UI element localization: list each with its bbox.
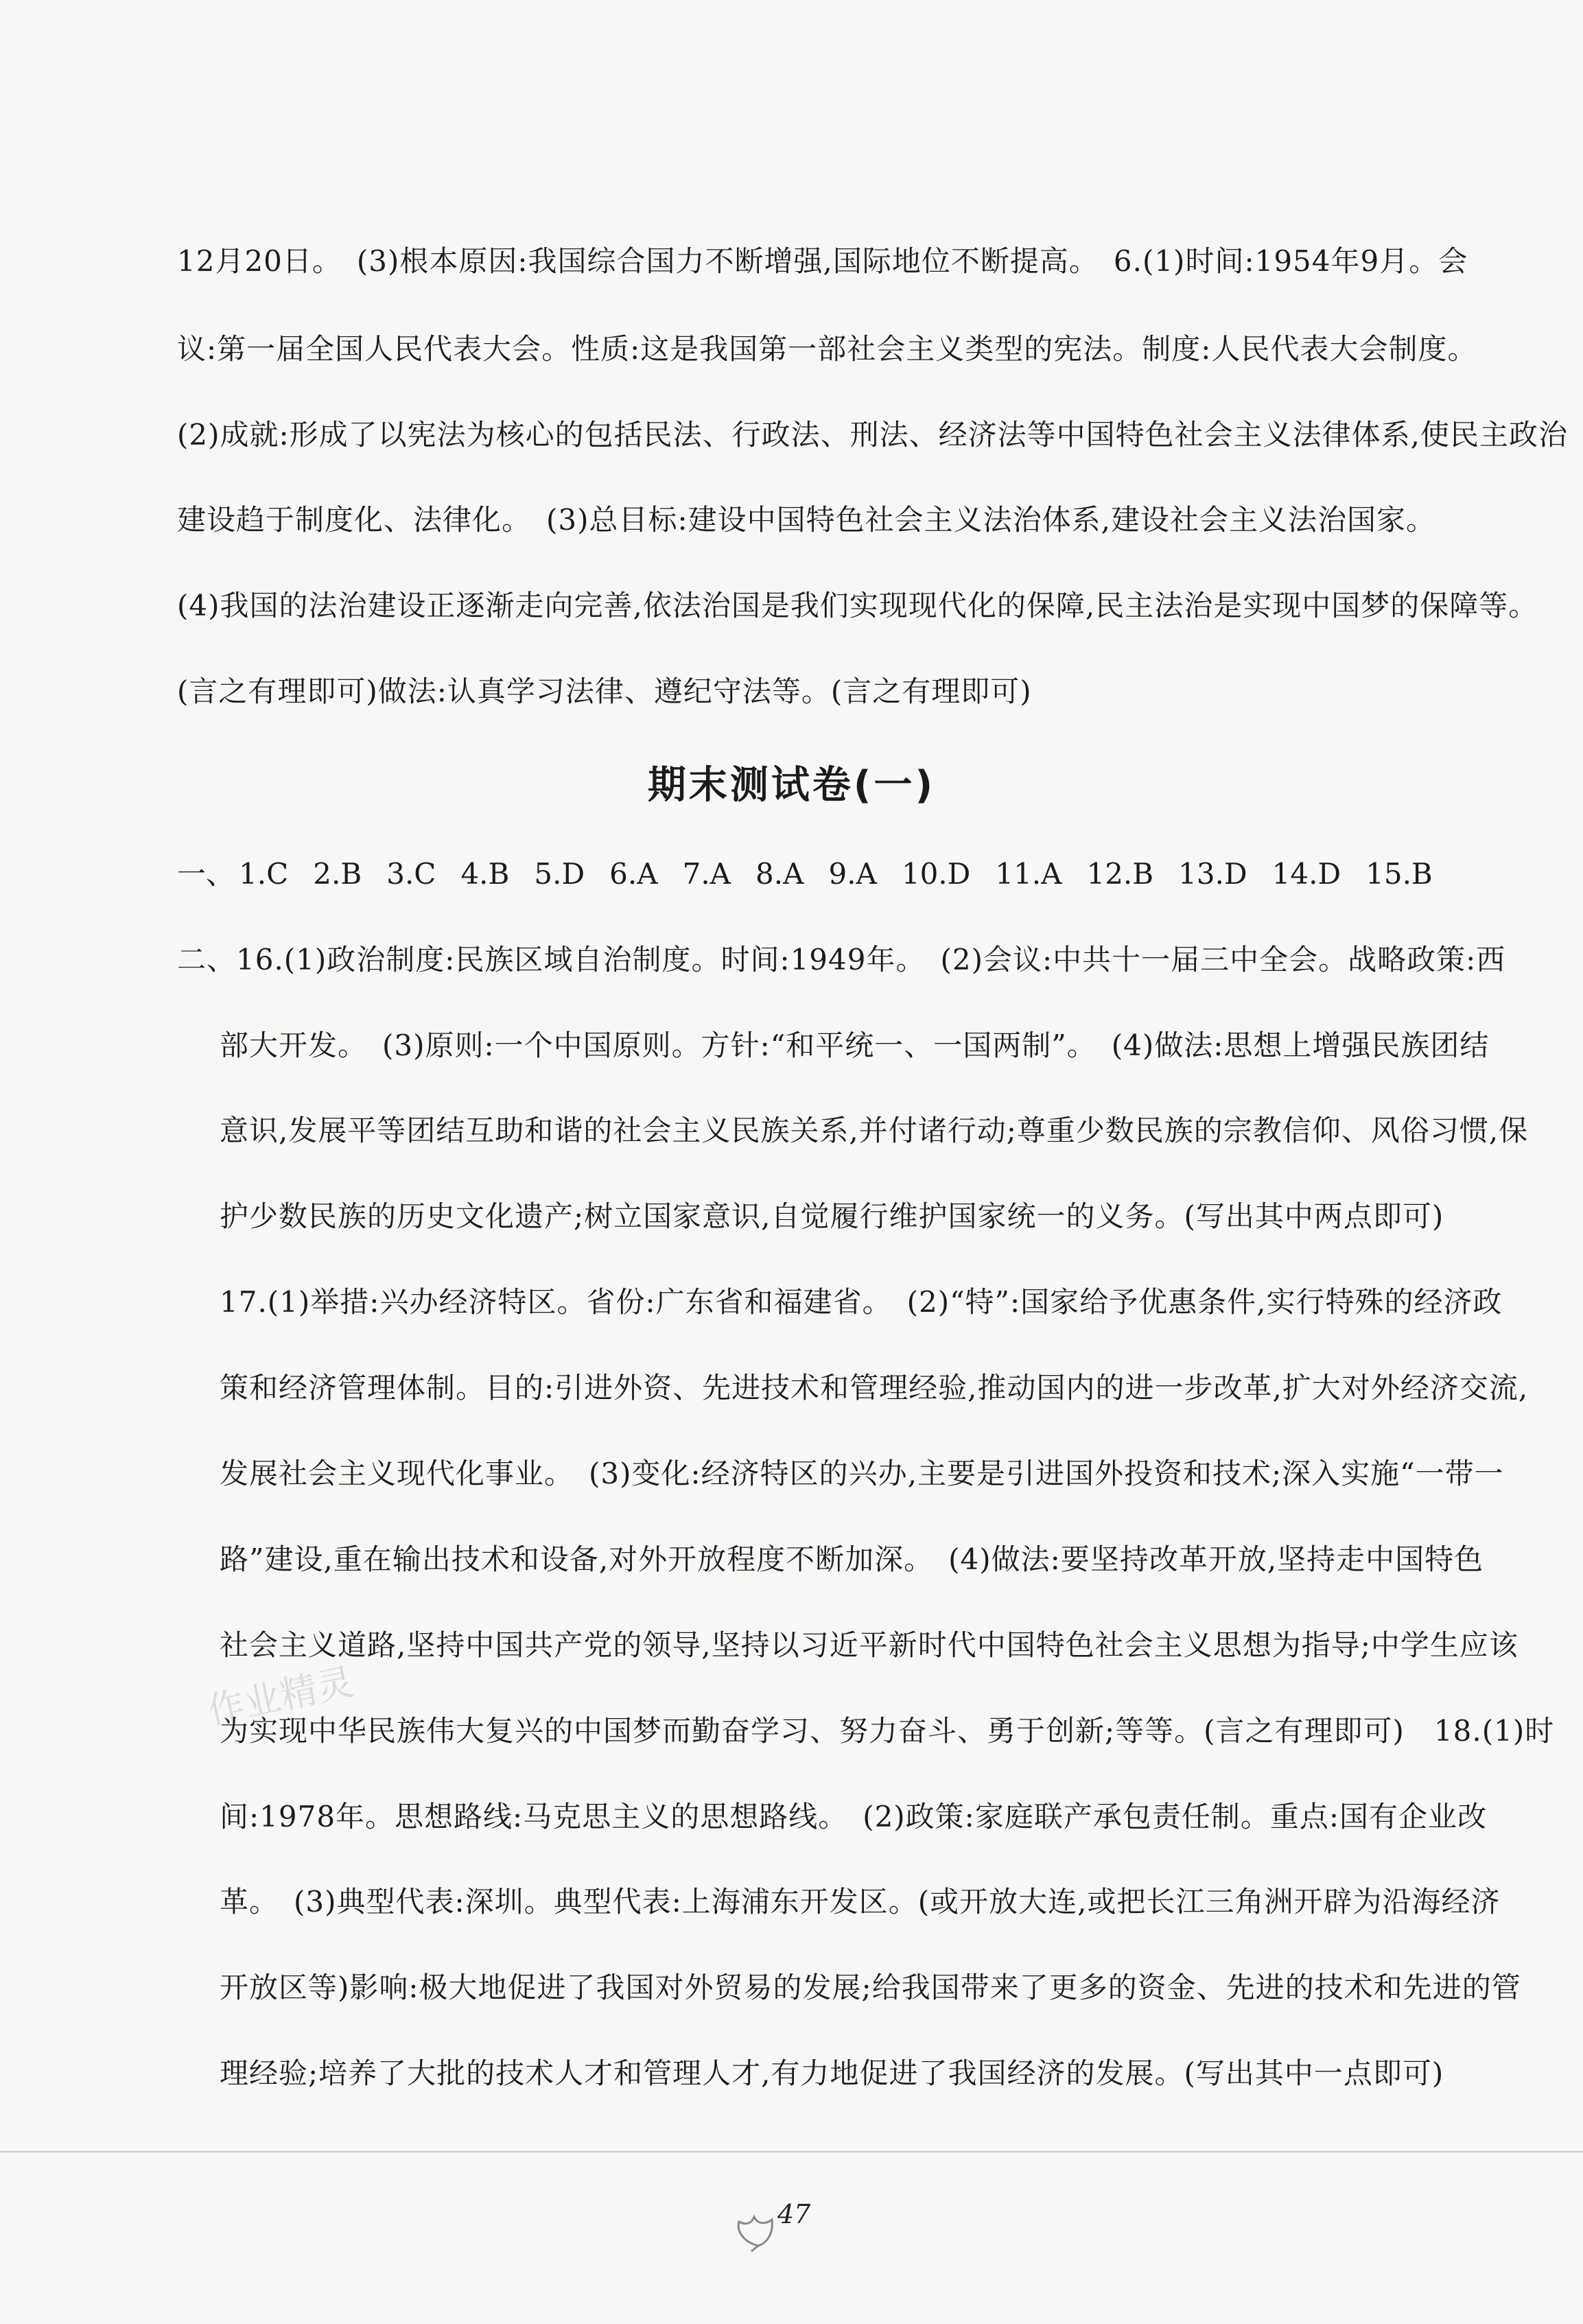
- answer-line: 为实现中华民族伟大复兴的中国梦而勤奋学习、努力奋斗、勇于创新;等等。(言之有理即可) 18.(1)时: [220, 1714, 1555, 1748]
- text-line: (言之有理即可)做法:认真学习法律、遵纪守法等。(言之有理即可): [177, 674, 1032, 708]
- text-line: 12月20日。 (3)根本原因:我国综合国力不断增强,国际地位不断提高。 6.(1)时间:1954年9月。会: [177, 244, 1468, 278]
- choice-answer: 3.C: [386, 857, 436, 891]
- choices-prefix: 一、: [177, 857, 235, 891]
- answer-line: 开放区等)影响:极大地促进了我国对外贸易的发展;给我国带来了更多的资金、先进的技术和先进的管: [220, 1971, 1521, 2004]
- answer-line: 间:1978年。思想路线:马克思主义的思想路线。 (2)政策:家庭联产承包责任制。重点:国有企业改: [220, 1800, 1487, 1833]
- page-number: [765, 2192, 820, 2240]
- watermark: 作业精灵: [203, 1660, 358, 1733]
- choice-answer: 8.A: [755, 857, 804, 891]
- text-line: 议:第一届全国人民代表大会。性质:这是我国第一部社会主义类型的宪法。制度:人民代表大会制度。: [177, 332, 1477, 366]
- choice-answer: 6.A: [609, 857, 658, 891]
- choice-answer: 12.B: [1086, 857, 1154, 891]
- choice-answer: 11.A: [995, 857, 1062, 891]
- choice-answer: 5.D: [534, 857, 585, 891]
- text-line: (2)成就:形成了以宪法为核心的包括民法、行政法、刑法、经济法等中国特色社会主义法律体系,使民主政治: [177, 418, 1568, 451]
- choice-answer: 9.A: [828, 857, 877, 891]
- page-number-text: 47: [777, 2199, 811, 2229]
- answer-line: 策和经济管理体制。目的:引进外资、先进技术和管理经验,推动国内的进一步改革,扩大对外经济交流,: [220, 1371, 1529, 1405]
- answer-line: 护少数民族的历史文化遗产;树立国家意识,自觉履行维护国家统一的义务。(写出其中两点即可): [220, 1199, 1444, 1233]
- choice-answer: 15.B: [1365, 857, 1433, 891]
- text-line: (4)我国的法治建设正逐渐走向完善,依法治国是我们实现现代化的保障,民主法治是实现中国梦的保障等。: [177, 589, 1538, 622]
- text-line: 建设趋于制度化、法律化。 (3)总目标:建设中国特色社会主义法治体系,建设社会主义法治国家。: [177, 503, 1435, 537]
- choice-answer: 2.B: [313, 857, 362, 891]
- answer-line: 二、16.(1)政治制度:民族区域自治制度。时间:1949年。 (2)会议:中共十一届三中全会。战略政策:西: [177, 943, 1506, 976]
- choice-answer: 10.D: [901, 857, 971, 891]
- footer-divider: [0, 2151, 1583, 2152]
- answer-line: 意识,发展平等团结互助和谐的社会主义民族关系,并付诸行动;尊重少数民族的宗教信仰、风俗习惯,保: [220, 1114, 1529, 1147]
- choice-answer: 13.D: [1178, 857, 1247, 891]
- answer-line: 17.(1)举措:兴办经济特区。省份:广东省和福建省。 (2)“特”:国家给予优惠条件,实行特殊的经济政: [220, 1285, 1503, 1319]
- answer-line: 社会主义道路,坚持中国共产党的领导,坚持以习近平新时代中国特色社会主义思想为指导;中学生应该: [220, 1628, 1518, 1662]
- answer-line: 革。 (3)典型代表:深圳。典型代表:上海浦东开发区。(或开放大连,或把长江三角洲开辟为沿海经济: [220, 1885, 1501, 1918]
- section-title: 期末测试卷(一): [647, 763, 936, 808]
- choice-answer: 1.C: [239, 857, 289, 891]
- choice-answer: 7.A: [682, 857, 731, 891]
- choice-answer: 4.B: [460, 857, 510, 891]
- answer-line: 路”建设,重在输出技术和设备,对外开放程度不断加深。 (4)做法:要坚持改革开放,坚持走中国特色: [220, 1542, 1484, 1576]
- answer-line: 部大开发。 (3)原则:一个中国原则。方针:“和平统一、一国两制”。 (4)做法:思想上增强民族团结: [220, 1029, 1490, 1062]
- answer-line: 理经验;培养了大批的技术人才和管理人才,有力地促进了我国经济的发展。(写出其中一点即可): [220, 2056, 1444, 2090]
- choice-answer: 14.D: [1271, 857, 1341, 891]
- multiple-choice-answers: [177, 854, 1433, 895]
- answer-line: 发展社会主义现代化事业。 (3)变化:经济特区的兴办,主要是引进国外投资和技术;深入实施“一带一: [220, 1457, 1504, 1490]
